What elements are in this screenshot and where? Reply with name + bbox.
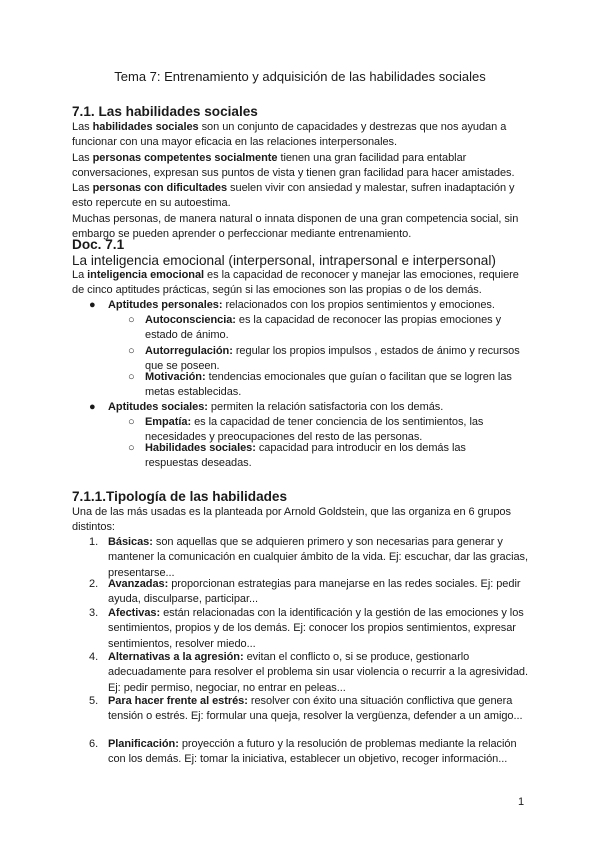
list-item-estres: Para hacer frente al estrés: resolver con éxito una situación conflictiva que genera tensión o estrés. Ej: formular una queja, resolver la vergüenza, defender a un amigo... (108, 695, 523, 723)
list-item-avanzadas: Avanzadas: proporcionan estrategias para manejarse en las redes sociales. Ej: pedir ayuda, disculparse, participar... (108, 578, 521, 606)
list-item-basicas: Básicas: son aquellas que se adquieren primero y son necesarias para generar y mantener la comunicación en cualquier ámbito de la vida. Ej: escuchar, dar las gracias, presentarse... (108, 536, 528, 579)
paragraph-personas-dificultades: Las personas con dificultades suelen vivir con ansiedad y malestar, sufren inadaptación y esto repercute en su autoestima. (72, 182, 515, 210)
list-item-afectivas: Afectivas: están relacionadas con la identificación y la gestión de las emociones y los sentimientos, propios y de los demás. Ej: conocer los propios sentimientos, expresar sentimientos, resolver miedo... (108, 607, 524, 650)
list-number: 6. (89, 738, 99, 750)
bullet-icon: ● (89, 299, 96, 311)
list-number: 1. (89, 536, 99, 548)
list-item-planificacion: Planificación: proyección a futuro y la resolución de problemas mediante la relación con los demás. Ej: tomar la iniciativa, establecer un objetivo, recoger información... (108, 738, 517, 766)
list-item-autorregulacion: Autorregulación: regular los propios impulsos , estados de ánimo y recursos que se poseen. (145, 345, 520, 373)
list-item-autoconsciencia: Autoconsciencia: es la capacidad de reconocer las propias emociones y estado de ánimo. (145, 314, 502, 342)
paragraph-competencia-social: Muchas personas, de manera natural o innata disponen de una gran competencia social, sin embargo se pueden aprender o perfeccionar mediante entrenamiento. (72, 213, 519, 241)
list-item-alternativas-agresion: Alternativas a la agresión: evitan el conflicto o, si se produce, gestionarlo adecuadamente para resolver el problema sin usar violencia o recurrir a la agresividad. Ej: pedir permiso, negociar, no entrar en peleas... (108, 651, 528, 694)
page-title: Tema 7: Entrenamiento y adquisición de las habilidades sociales (114, 69, 486, 84)
doc-reference: Doc. 7.1 (72, 237, 125, 252)
bullet-icon: ● (89, 401, 96, 413)
paragraph-personas-competentes: Las personas competentes socialmente tienen una gran facilidad para entablar conversaciones, expresan sus puntos de vista y tienen gran facilidad para hacer amistades. (72, 152, 515, 180)
circle-bullet-icon: ○ (128, 371, 135, 383)
list-item-habilidades-sociales: Habilidades sociales: capacidad para introducir en los demás las respuestas deseadas. (145, 442, 466, 470)
paragraph-inteligencia-emocional: La inteligencia emocional es la capacidad de reconocer y manejar las emociones, requiere de cinco aptitudes prácticas, según si las emociones son las propias o de los demás. (72, 269, 519, 297)
section-heading-7-1: 7.1. Las habilidades sociales (72, 104, 258, 119)
paragraph-goldstein: Una de las más usadas es la planteada por Arnold Goldstein, que las organiza en 6 grupos distintos: (72, 506, 511, 534)
list-number: 5. (89, 695, 99, 707)
list-number: 4. (89, 651, 99, 663)
circle-bullet-icon: ○ (128, 442, 135, 454)
paragraph-habilidades-sociales: Las habilidades sociales son un conjunto de capacidades y destrezas que nos ayudan a funcionar con una mayor eficacia en las relaciones interpersonales. (72, 121, 507, 149)
emotional-intelligence-heading: La inteligencia emocional (interpersonal, intrapersonal e interpersonal) (72, 253, 496, 268)
list-item-empatia: Empatía: es la capacidad de tener conciencia de los sentimientos, las necesidades y preocupaciones del resto de las personas. (145, 416, 484, 444)
list-number: 3. (89, 607, 99, 619)
list-number: 2. (89, 578, 99, 590)
list-item-motivacion: Motivación: tendencias emocionales que guían o facilitan que se logren las metas establecidas. (145, 371, 512, 399)
circle-bullet-icon: ○ (128, 314, 135, 326)
circle-bullet-icon: ○ (128, 345, 135, 357)
section-heading-7-1-1: 7.1.1.Tipología de las habilidades (72, 489, 288, 504)
list-item-aptitudes-sociales: Aptitudes sociales: permiten la relación satisfactoria con los demás. (108, 401, 444, 413)
circle-bullet-icon: ○ (128, 416, 135, 428)
page-number: 1 (518, 796, 525, 808)
list-item-aptitudes-personales: Aptitudes personales: relacionados con los propios sentimientos y emociones. (108, 299, 495, 311)
